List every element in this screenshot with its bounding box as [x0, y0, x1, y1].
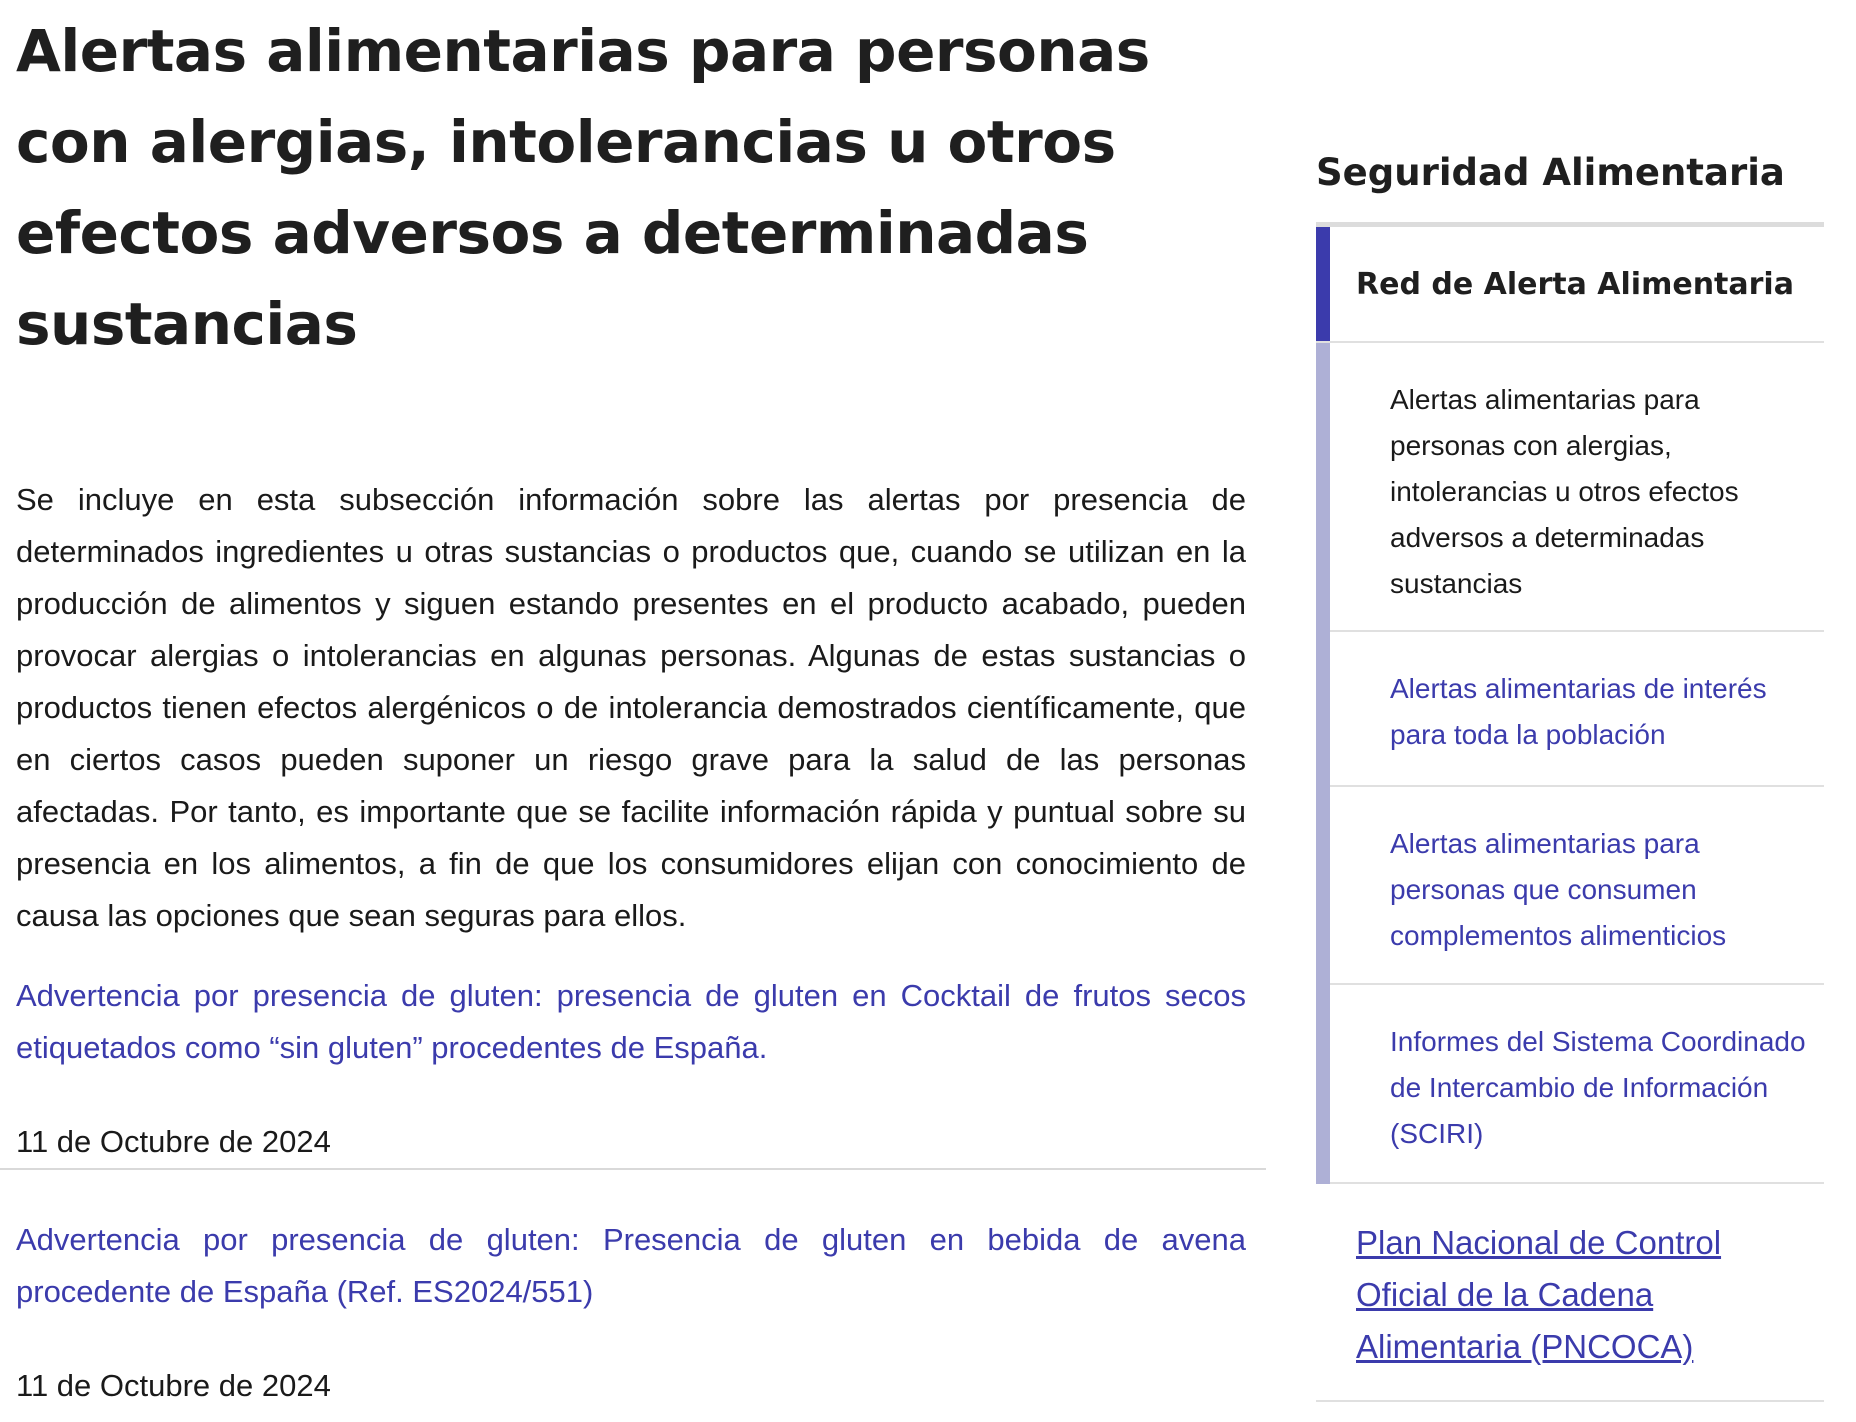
sidebar-bottom-divider [1316, 1400, 1824, 1402]
sidebar-item-complementos[interactable] [1316, 787, 1824, 985]
sidebar-item-label: Alertas alimentarias para personas con alergias, intolerancias u otros efectos adversos a determinadas sustancias [1390, 384, 1739, 599]
subnav-indicator-bar [1316, 343, 1330, 632]
subnav-indicator-bar [1316, 632, 1330, 787]
news-date: 11 de Octubre de 2024 [16, 1368, 331, 1403]
subnav-indicator-bar [1316, 787, 1330, 985]
sidebar-subnav [1316, 343, 1824, 1184]
sidebar-section-label: Red de Alerta Alimentaria [1356, 267, 1794, 302]
sidebar-item-alergias[interactable] [1316, 343, 1824, 632]
news-list [16, 970, 1246, 1168]
news-divider [0, 1168, 1266, 1170]
subnav-indicator-bar [1316, 985, 1330, 1184]
news-link[interactable]: Advertencia por presencia de gluten: presencia de gluten en Cocktail de frutos secos etiquetados como “sin gluten” procedentes de España. [16, 978, 1246, 1065]
sidebar-item-label: Alertas alimentarias de interés para toda la población [1390, 673, 1767, 750]
sidebar-title: Seguridad Alimentaria [1316, 151, 1785, 194]
sidebar-item-poblacion[interactable] [1316, 632, 1824, 787]
active-indicator-bar [1316, 227, 1330, 341]
sidebar-item-pncoca[interactable]: Plan Nacional de Control Oficial de la Cadena Alimentaria (PNCOCA) [1356, 1224, 1722, 1365]
intro-paragraph: Se incluye en esta subsección información sobre las alertas por presencia de determinados ingredientes u otras sustancias o productos que, cuando se utilizan en la producción de alimentos y siguen estando presentes en el producto acabado, pueden provocar alergias o intolerancias en algunas personas. Algunas de estas sustancias o productos tienen efectos alergénicos o de intolerancia demostrados científicamente, que en ciertos casos pueden suponer un riesgo grave para la salud de las personas afectadas. Por tanto, es importante que se facilite información rápida y puntual sobre su presencia en los alimentos, a fin de que los consumidores elijan con conocimiento de causa las opciones que sean seguras para ellos. [16, 482, 1246, 933]
sidebar-item-sciri[interactable] [1316, 985, 1824, 1184]
news-item [16, 970, 1246, 1168]
sidebar-section-red-alerta[interactable] [1316, 227, 1824, 343]
page-title: Alertas alimentarias para personas con alergias, intolerancias u otros efectos adversos a determinadas sustancias [16, 17, 1150, 358]
news-item [16, 1214, 1246, 1412]
main-content [16, 0, 1246, 1168]
sidebar-item-label: Alertas alimentarias para personas que consumen complementos alimenticios [1390, 828, 1727, 951]
sidebar-item-label: Informes del Sistema Coordinado de Intercambio de Información (SCIRI) [1390, 1026, 1806, 1149]
news-link[interactable]: Advertencia por presencia de gluten: Presencia de gluten en bebida de avena procedente de España (Ref. ES2024/551) [16, 1222, 1246, 1309]
news-date: 11 de Octubre de 2024 [16, 1124, 331, 1159]
